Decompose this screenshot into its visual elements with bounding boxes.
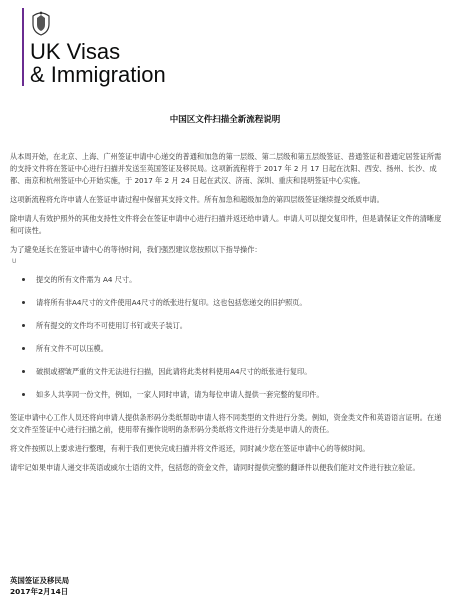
brand-name-line1: UK Visas [30,39,121,64]
logo-accent-bar [22,8,24,86]
paragraph-guidance-lead: 为了避免延长在签证申请中心的等待时间，我们强烈建议您按照以下指导操作： [10,245,262,254]
paragraph-intro: 从本周开始，在北京、上海、广州签证申请中心递交的普通和加急的第一层级、第二层级和第五层级签证、普通签证和普通定居签证所需的支持文件将在签证中心进行扫描并发送至英国签证及移民局。这项新流程将于 2017 年 2 月 17 日起在沈阳、西安、扬州、长沙、成都、南京和杭州签证中心开始实施，于 2017 年 2 月 24 日起在武汉、济南、深圳、重庆和昆明签证中心实施。 [10,152,442,185]
list-item: 所有提交的文件均不可使用订书钉或夹子装订。 [10,320,442,332]
list-item: 提交的所有文件需为 A4 尺寸。 [10,274,442,286]
list-item: 请将所有非A4尺寸的文件使用A4尺寸的纸张进行复印。这也包括您递交的旧护照页。 [10,297,442,309]
paragraph-translation: 请牢记如果申请人递交非英语或威尔士语的文件，包括您的资金文件，请同时提供完整的翻译件以便我们能对文件进行独立验证。 [10,463,420,472]
list-item: 所有文件不可以压模。 [10,343,442,355]
paragraph-retain-documents: 这项新流程将允许申请人在签证申请过程中保留其支持文件。所有加急和超级加急的第四层级签证继续提交纸质申请。 [10,195,384,204]
document-title: 中国区文件扫描全新流程说明 [169,115,281,125]
stray-mark: U [12,258,17,265]
royal-crest-icon [30,10,52,36]
paragraph-barcode-sheets: 签证申请中心工作人员还将向申请人提供条形码分类纸帮助申请人将不同类型的文件进行分类。例如，资金类文件和英语语言证明。在递交文件至签证中心进行扫描之前，使用带有操作说明的条形码分类纸将文件进行分类是申请人的责任。 [10,413,442,434]
document-body [10,151,442,481]
guidance-list [10,274,442,401]
list-item: 破损或褶皱严重的文件无法进行扫描，因此请将此类材料使用A4尺寸的纸张进行复印。 [10,366,442,378]
signature-date: 2017年2月14日 [10,587,69,596]
list-item: 如多人共享同一份文件，例如，一家人同时申请，请为每位申请人提供一套完整的复印件。 [10,389,442,401]
paragraph-faster-return: 将文件按照以上要求进行整理，有利于我们更快完成扫描并将文件返还，同时减少您在签证申请中心的等候时间。 [10,444,370,453]
paragraph-scan-return: 除申请人有效护照外的其他支持性文件将会在签证申请中心进行扫描并返还给申请人。申请人可以提交复印件，但是请保证文件的清晰度和可读性。 [10,214,442,235]
uk-visas-logo [22,8,222,88]
brand-name-line2: & Immigration [30,62,166,87]
signature-org: 英国签证及移民局 [10,576,70,585]
signature-block [10,575,69,597]
